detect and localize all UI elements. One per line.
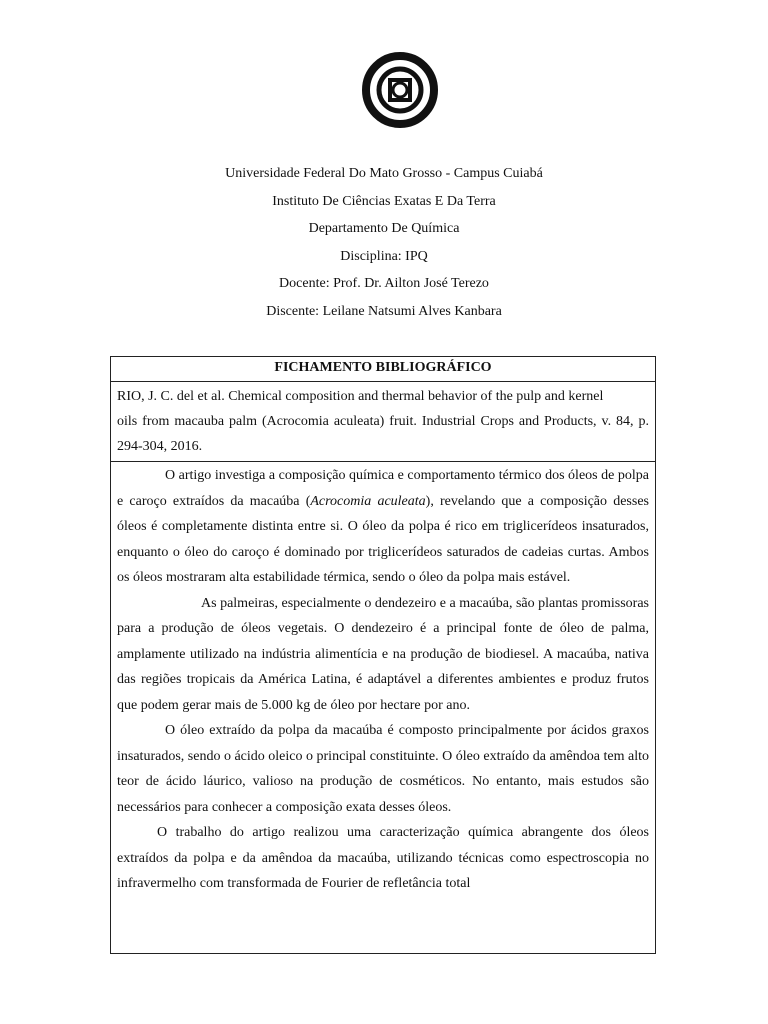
species-name: Acrocomia aculeata bbox=[310, 493, 426, 509]
institution-header bbox=[0, 160, 768, 326]
discipline: Disciplina: IPQ bbox=[340, 248, 428, 264]
paragraph-4: O trabalho do artigo realizou uma caracterização química abrangente dos óleos extraídos da polpa e da amêndoa da macaúba, utilizando técnicas como espectroscopia no infravermelho com transformada de Fourier de refletância total bbox=[117, 825, 649, 891]
professor: Docente: Prof. Dr. Ailton José Terezo bbox=[279, 276, 489, 292]
table-title: FICHAMENTO BIBLIOGRÁFICO bbox=[111, 357, 655, 382]
summary-body bbox=[111, 462, 655, 897]
bibliographic-record-table bbox=[110, 356, 656, 954]
paragraph-2: As palmeiras, especialmente o dendezeiro e a macaúba, são plantas promissoras para a produção de óleos vegetais. O dendezeiro é a principal fonte de óleo de palma, amplamente utilizado na indústria alimentícia e na produção de biodiesel. A macaúba, nativa das regiões tropicais da América Latina, é adaptável a diferentes ambientes e produz frutos que podem gerar mais de 5.000 kg de óleo por hectare por ano. bbox=[117, 595, 649, 713]
department-name: Departamento De Química bbox=[308, 221, 460, 237]
reference-line-1: RIO, J. C. del et al. Chemical composition and thermal behavior of the pulp and kernel bbox=[117, 389, 604, 404]
paragraph-1-text-b: ), revelando que a composição desses óleos é completamente distinta entre si. O óleo da polpa é rico em triglicerídeos insaturados, enquanto o óleo do caroço é dominado por triglicerídeos saturados de cadeias curtas. Ambos os óleos mostraram alta estabilidade térmica, sendo o óleo da polpa mais estável. bbox=[117, 493, 649, 585]
reference-citation bbox=[111, 382, 655, 462]
paragraph-3: O óleo extraído da polpa da macaúba é composto principalmente por ácidos graxos insaturados, sendo o ácido oleico o principal constituinte. O óleo extraído da amêndoa tem alto teor de ácido láurico, valioso na produção de cosméticos. No entanto, mais estudos são necessários para conhecer a composição exata desses óleos. bbox=[117, 723, 649, 815]
institute-name: Instituto De Ciências Exatas E Da Terra bbox=[272, 193, 496, 209]
university-logo-icon bbox=[360, 50, 440, 130]
paragraph-1-text-a: O artigo investiga a composição química e comportamento térmico dos óleos de polpa e caroço extraídos da macaúba ( bbox=[117, 468, 649, 509]
university-name: Universidade Federal Do Mato Grosso - Campus Cuiabá bbox=[225, 166, 543, 181]
reference-line-2: oils from macauba palm (Acrocomia aculeata) fruit. Industrial Crops and Products, v. 84, p. 294-304, 2016. bbox=[117, 414, 649, 454]
student: Discente: Leilane Natsumi Alves Kanbara bbox=[266, 303, 502, 319]
paragraph-1 bbox=[117, 463, 649, 591]
